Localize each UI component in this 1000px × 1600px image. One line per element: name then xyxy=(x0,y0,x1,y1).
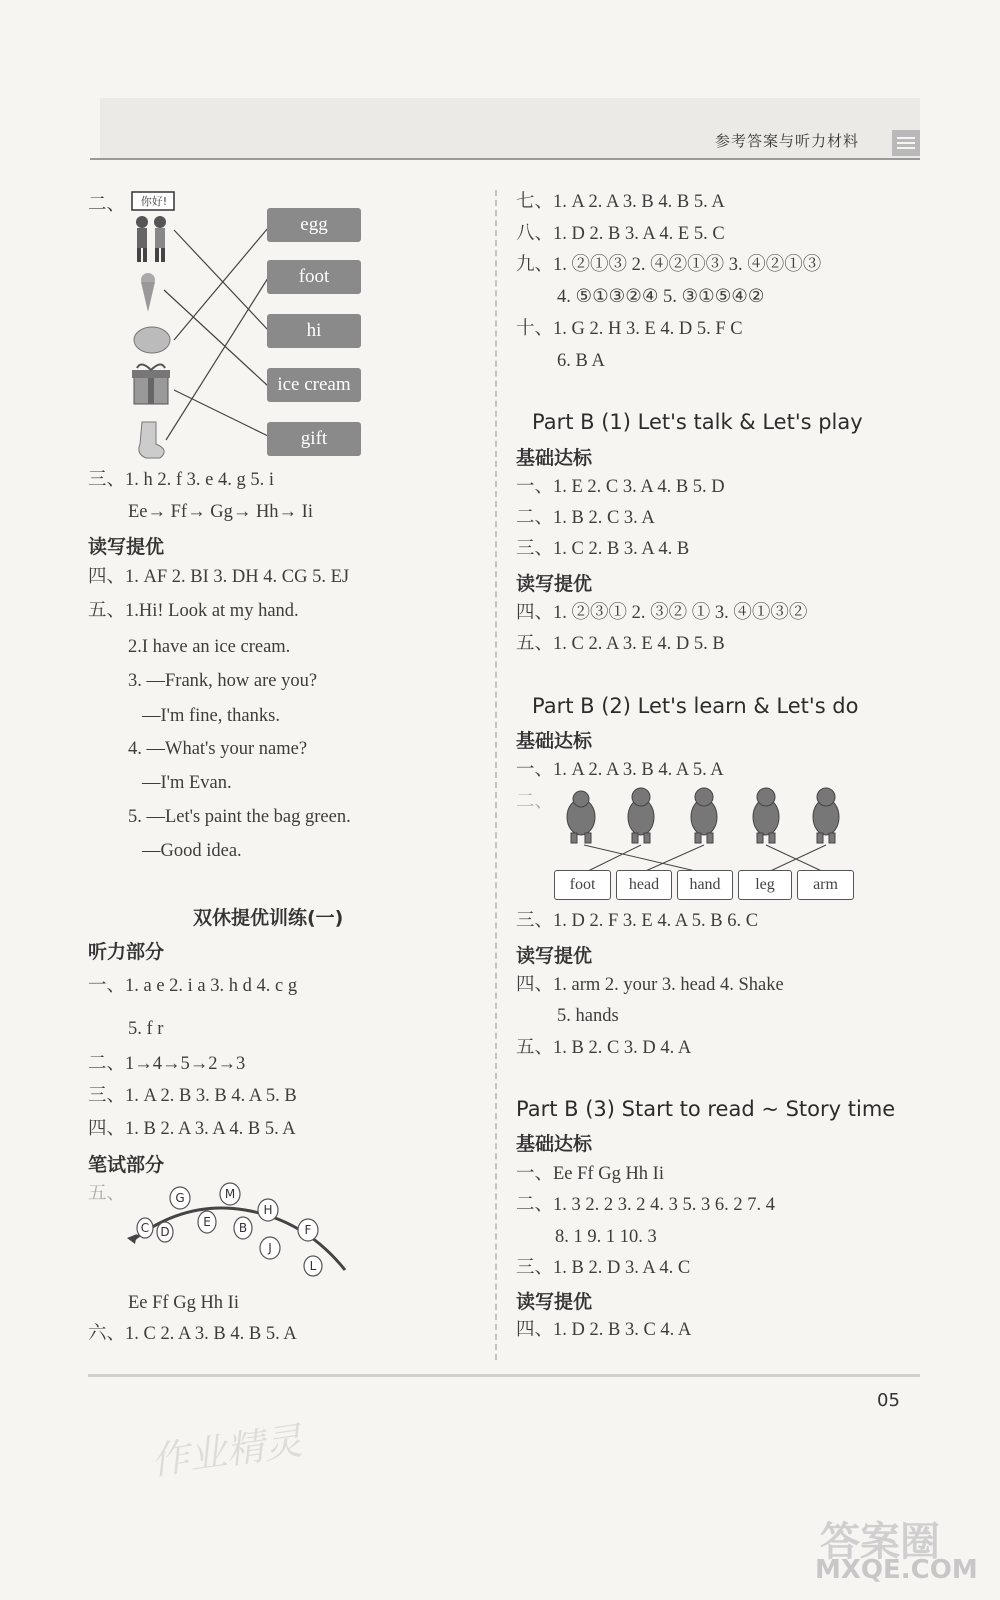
monster-icon xyxy=(753,788,779,843)
answer-line: 4. ⑤①③②④ 5. ③①⑤④② xyxy=(557,287,765,307)
letter-j: J xyxy=(268,1241,272,1255)
word-box-leg: leg xyxy=(738,870,792,900)
answer-line: 三、1. B 2. D 3. A 4. C xyxy=(516,1258,691,1278)
answer-line: —I'm Evan. xyxy=(142,773,232,793)
watermark-url: MXQE.COM xyxy=(815,1555,978,1585)
monster-icon xyxy=(691,788,717,843)
answer-line: 一、Ee Ff Gg Hh Ii xyxy=(516,1164,664,1184)
answer-line: 一、1. E 2. C 3. A 4. B 5. D xyxy=(516,477,725,497)
word-box-foot: foot xyxy=(554,870,611,900)
answer-line: 4. —What's your name? xyxy=(128,739,308,759)
section-heading: 基础达标 xyxy=(516,1133,593,1155)
answer-line: 九、1. ②①③ 2. ④②①③ 3. ④②①③ xyxy=(516,255,822,275)
header-title: 参考答案与听力材料 xyxy=(715,132,860,150)
section-heading: 读写提优 xyxy=(516,945,593,967)
answer-line: 8. 1 9. 1 10. 3 xyxy=(555,1227,657,1247)
answer-line: 四、1. ②③① 2. ③② ① 3. ④①③② xyxy=(516,603,808,623)
page-number: 05 xyxy=(877,1390,900,1411)
answer-line: 八、1. D 2. B 3. A 4. E 5. C xyxy=(516,224,725,244)
q2-label: 二、 xyxy=(88,195,126,215)
answer-line: 五、1. B 2. C 3. D 4. A xyxy=(516,1038,692,1058)
speech-bubble-text: 你好! xyxy=(140,195,168,208)
word-box-egg: egg xyxy=(267,208,361,242)
answer-line: 5. —Let's paint the bag green. xyxy=(128,807,351,827)
footer-rule xyxy=(88,1374,920,1377)
answer-line: 二、1. 3 2. 2 3. 2 4. 3 5. 3 6. 2 7. 4 xyxy=(516,1195,776,1215)
answer-line: —Good idea. xyxy=(142,841,242,861)
word-box-hi: hi xyxy=(267,314,361,348)
answer-line: 三、1. A 2. B 3. B 4. A 5. B xyxy=(88,1086,297,1106)
letter-d: D xyxy=(160,1225,170,1239)
letter-h: H xyxy=(263,1203,273,1217)
answer-line: 六、1. C 2. A 3. B 4. B 5. A xyxy=(88,1324,297,1344)
answer-line: Ee Ff Gg Hh Ii xyxy=(128,1293,239,1313)
ice-cream-icon xyxy=(141,273,155,312)
watermark: 作业精灵 xyxy=(148,1420,305,1484)
letter-f: F xyxy=(304,1223,312,1237)
monster-icon xyxy=(628,788,654,843)
gift-icon xyxy=(132,364,170,404)
word-box-gift: gift xyxy=(267,422,361,456)
part-heading: Part B (2) Let's learn & Let's do xyxy=(532,694,859,718)
answer-line: 2.I have an ice cream. xyxy=(128,637,291,657)
word-box-arm: arm xyxy=(797,870,854,900)
part-heading: Part B (1) Let's talk & Let's play xyxy=(532,410,863,434)
answer-line: 6. B A xyxy=(557,351,605,371)
section-heading: 读写提优 xyxy=(516,1291,593,1313)
watermark-logo: 答案圈 xyxy=(820,1519,940,1565)
answer-line: 五、1.Hi! Look at my hand. xyxy=(88,601,299,621)
letter-e: E xyxy=(203,1215,211,1229)
answer-line: 七、1. A 2. A 3. B 4. B 5. A xyxy=(516,192,725,212)
letter-g: G xyxy=(175,1191,185,1205)
header-rule xyxy=(90,158,920,160)
answer-line: 三、1. C 2. B 3. A 4. B xyxy=(516,539,690,559)
section-heading: 读写提优 xyxy=(516,573,593,595)
answer-line: 四、1. D 2. B 3. C 4. A xyxy=(516,1320,692,1340)
answer-line: 三、1. D 2. F 3. E 4. A 5. B 6. C xyxy=(516,911,759,931)
word-box-foot: foot xyxy=(267,260,361,294)
answer-line: 3. —Frank, how are you? xyxy=(128,671,318,691)
answer-line: 一、1. a e 2. i a 3. h d 4. c g xyxy=(88,976,298,996)
part-heading: Part B (3) Start to read ~ Story time xyxy=(516,1097,896,1121)
monster-matching-illustration xyxy=(556,785,856,875)
answer-line: 二、 xyxy=(516,792,554,812)
answer-line: 三、1. h 2. f 3. e 4. g 5. i xyxy=(88,470,275,490)
answer-line: 5. f r xyxy=(128,1019,164,1039)
monster-icon xyxy=(567,791,595,843)
training-title: 双休提优训练(一) xyxy=(193,907,344,929)
answer-line: 五、1. C 2. A 3. E 4. D 5. B xyxy=(516,634,725,654)
section-heading: 基础达标 xyxy=(516,447,593,469)
letter-l: L xyxy=(309,1259,317,1273)
answer-line: 十、1. G 2. H 3. E 4. D 5. F C xyxy=(516,319,743,339)
letter-caterpillar-illustration xyxy=(125,1180,355,1280)
section-heading: 读写提优 xyxy=(88,536,165,558)
answer-line: 四、1. arm 2. your 3. head 4. Shake xyxy=(516,975,784,995)
word-box-head: head xyxy=(616,870,672,900)
section-heading: 听力部分 xyxy=(88,941,165,963)
column-divider xyxy=(495,190,497,1360)
answer-line: —I'm fine, thanks. xyxy=(142,706,280,726)
answer-line: Ee→ Ff→ Gg→ Hh→ Ii xyxy=(128,502,313,522)
sock-icon xyxy=(139,422,164,458)
answer-line: 二、1→4→5→2→3 xyxy=(88,1054,246,1074)
monster-icon xyxy=(813,788,839,843)
answer-line: 二、1. B 2. C 3. A xyxy=(516,508,655,528)
book-icon xyxy=(892,130,920,156)
letter-c: C xyxy=(140,1221,150,1235)
answer-line: 5. hands xyxy=(557,1006,619,1026)
word-box-hand: hand xyxy=(677,870,733,900)
word-box-ice-cream: ice cream xyxy=(267,368,361,402)
answer-line: 四、1. B 2. A 3. A 4. B 5. A xyxy=(88,1119,296,1139)
answer-line: 五、 xyxy=(88,1184,126,1204)
answer-line: 四、1. AF 2. BI 3. DH 4. CG 5. EJ xyxy=(88,567,350,587)
section-heading: 基础达标 xyxy=(516,730,593,752)
letter-m: M xyxy=(224,1187,236,1201)
section-heading: 笔试部分 xyxy=(88,1154,165,1176)
kids-greeting-icon xyxy=(136,216,166,262)
answer-line: 一、1. A 2. A 3. B 4. A 5. A xyxy=(516,760,724,780)
egg-icon xyxy=(134,327,170,353)
letter-b: B xyxy=(238,1221,248,1235)
